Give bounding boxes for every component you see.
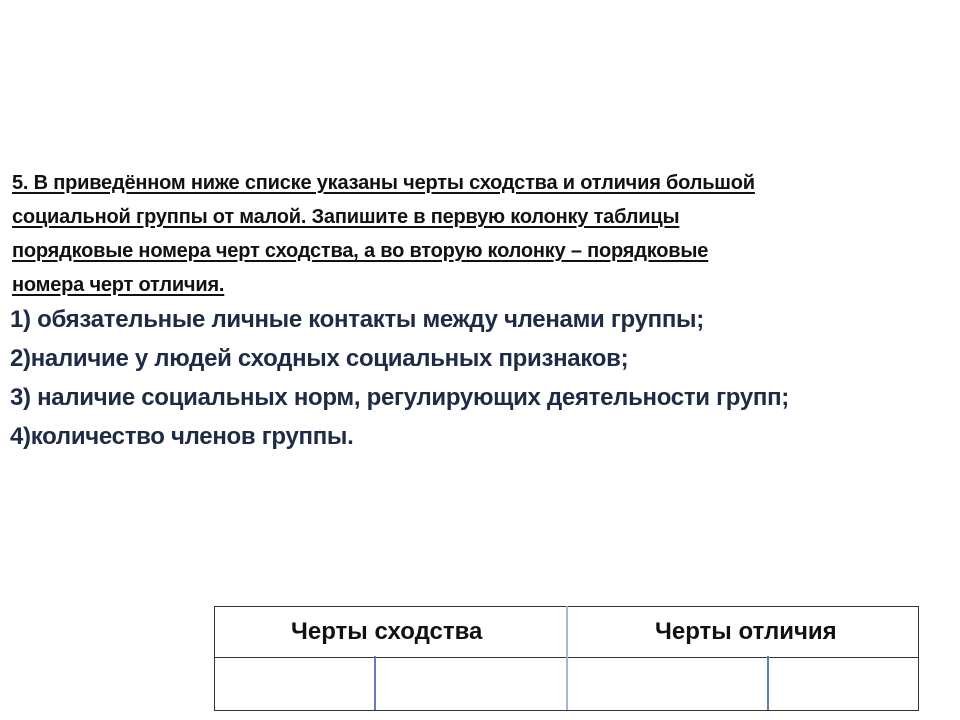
header-similarities: Черты сходства: [215, 607, 567, 658]
answer-cell-similarity-1[interactable]: [215, 658, 375, 711]
cell-divider-line: [767, 656, 769, 710]
option-2: 2)наличие у людей сходных социальных признаков;: [10, 345, 629, 372]
header-differences: Черты отличия: [567, 607, 919, 658]
answer-cell-similarity-2[interactable]: [375, 658, 567, 711]
answer-cell-difference-1[interactable]: [567, 658, 769, 711]
task-line: номера черт отличия.: [12, 274, 225, 296]
cell-divider-line: [374, 656, 376, 710]
task-line: социальной группы от малой. Запишите в первую колонку таблицы: [12, 206, 680, 228]
option-4: 4)количество членов группы.: [10, 423, 354, 450]
task-line: порядковые номера черт сходства, а во вторую колонку – порядковые: [12, 240, 709, 262]
cell-divider-line: [566, 606, 568, 710]
option-1: 1) обязательные личные контакты между членами группы;: [10, 306, 704, 333]
options-list: [10, 300, 950, 456]
answer-cell-difference-2[interactable]: [769, 658, 919, 711]
option-3: 3) наличие социальных норм, регулирующих деятельности групп;: [10, 384, 789, 411]
task-line: 5. В приведённом ниже списке указаны черты сходства и отличия большой: [12, 172, 755, 194]
task-statement: [12, 166, 912, 302]
